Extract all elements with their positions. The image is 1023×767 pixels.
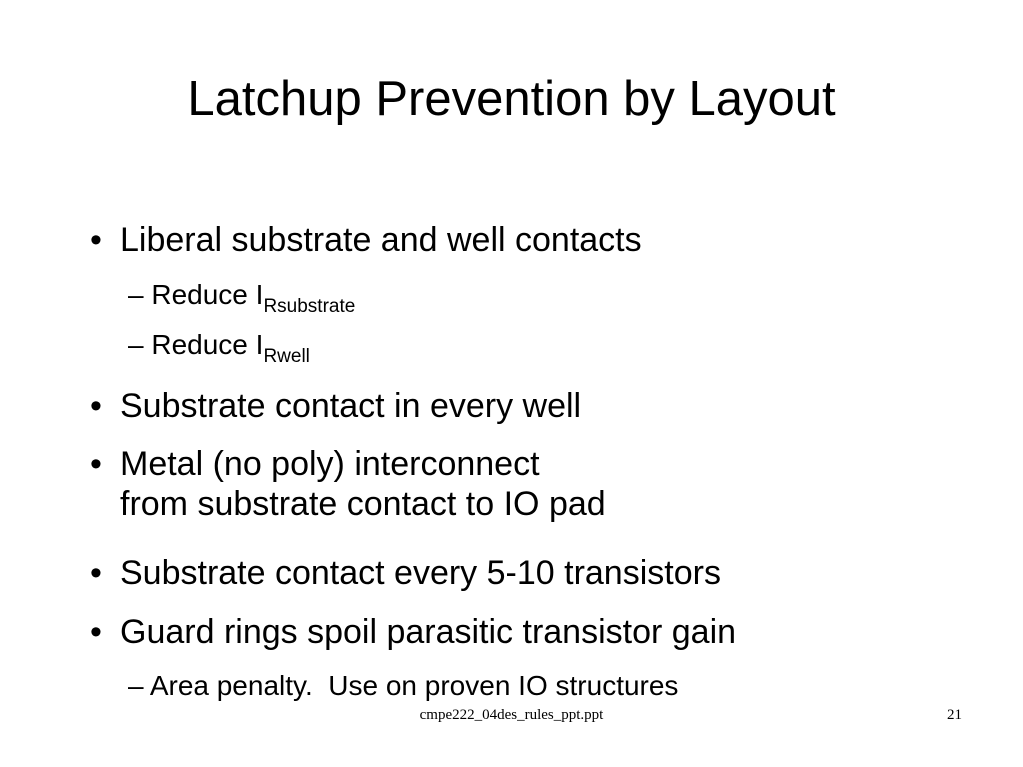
bullet-marker: • — [90, 221, 102, 259]
sub-bullet-text: Reduce I — [151, 329, 264, 360]
sub-bullet-text: Area penalty. Use on proven IO structures — [149, 670, 679, 701]
bullet-text: Substrate contact every 5-10 transistors — [120, 554, 721, 592]
sub-bullet-item — [128, 328, 310, 366]
sub-bullet-dash: – — [128, 329, 144, 360]
sub-bullet-dash: – — [128, 670, 144, 701]
bullet-marker: • — [90, 613, 102, 651]
bullet-marker: • — [90, 445, 102, 483]
subscript-text: Rsubstrate — [263, 296, 356, 317]
bullet-text-multiline — [120, 444, 606, 524]
sub-bullet-item — [128, 669, 678, 703]
sub-bullet-text: Reduce I — [151, 279, 264, 310]
bullet-text-line1: Metal (no poly) interconnect — [120, 445, 540, 483]
bullet-marker: • — [90, 387, 102, 425]
bullet-text: Guard rings spoil parasitic transistor gain — [120, 613, 737, 651]
sub-bullet-item — [128, 278, 355, 316]
footer-page-number: 21 — [947, 707, 962, 723]
subscript-text: Rwell — [263, 346, 310, 367]
bullet-text-line2: from substrate contact to IO pad — [120, 485, 606, 523]
footer-filename: cmpe222_04des_rules_ppt.ppt — [419, 707, 604, 723]
slide-title: Latchup Prevention by Layout — [187, 72, 836, 126]
sub-bullet-dash: – — [128, 279, 144, 310]
bullet-text: Liberal substrate and well contacts — [120, 221, 642, 259]
bullet-marker: • — [90, 554, 102, 592]
bullet-text: Substrate contact in every well — [120, 387, 582, 425]
